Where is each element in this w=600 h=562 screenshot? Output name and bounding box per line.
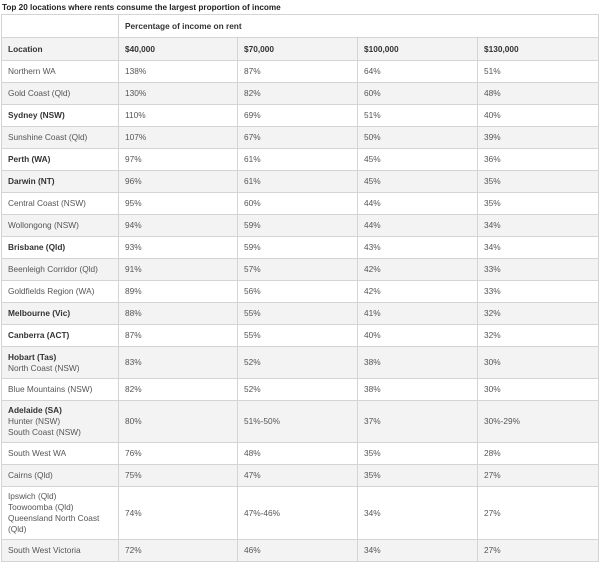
percentage-cell: 87%	[238, 61, 358, 83]
percentage-cell: 110%	[119, 105, 238, 127]
percentage-cell: 34%	[478, 215, 599, 237]
percentage-cell: 40%	[358, 325, 478, 347]
percentage-cell: 41%	[358, 303, 478, 325]
table-row	[2, 171, 599, 193]
percentage-cell: 52%	[238, 347, 358, 379]
percentage-cell: 51%	[478, 61, 599, 83]
location-name: Sydney (NSW)	[8, 110, 65, 120]
table-row	[2, 443, 599, 465]
percentage-cell: 67%	[238, 127, 358, 149]
percentage-cell: 87%	[119, 325, 238, 347]
location-name: South West Victoria	[8, 545, 81, 555]
percentage-cell: 45%	[358, 149, 478, 171]
percentage-cell: 44%	[358, 215, 478, 237]
location-name: Ipswich (Qld)	[8, 491, 57, 501]
location-cell	[2, 465, 119, 487]
table-row	[2, 401, 599, 443]
location-name: Cairns (Qld)	[8, 470, 53, 480]
table-row	[2, 347, 599, 379]
percentage-cell: 38%	[358, 379, 478, 401]
location-cell	[2, 487, 119, 540]
percentage-cell: 42%	[358, 259, 478, 281]
table-row	[2, 487, 599, 540]
percentage-cell: 38%	[358, 347, 478, 379]
percentage-cell: 27%	[478, 465, 599, 487]
location-cell	[2, 401, 119, 443]
percentage-cell: 35%	[478, 193, 599, 215]
table-row	[2, 325, 599, 347]
percentage-cell: 50%	[358, 127, 478, 149]
percentage-cell: 35%	[358, 465, 478, 487]
percentage-cell: 33%	[478, 259, 599, 281]
location-cell	[2, 303, 119, 325]
percentage-cell: 97%	[119, 149, 238, 171]
percentage-cell: 46%	[238, 540, 358, 562]
location-name: Wollongong (NSW)	[8, 220, 79, 230]
table-row	[2, 465, 599, 487]
column-header-40k: $40,000	[119, 38, 238, 61]
location-name: Gold Coast (Qld)	[8, 88, 71, 98]
location-cell	[2, 61, 119, 83]
percentage-cell: 39%	[478, 127, 599, 149]
percentage-cell: 30%	[478, 347, 599, 379]
percentage-cell: 94%	[119, 215, 238, 237]
location-name: South Coast (NSW)	[8, 427, 81, 437]
percentage-cell: 35%	[478, 171, 599, 193]
group-header: Percentage of income on rent	[119, 15, 599, 38]
rent-income-table	[1, 14, 599, 562]
percentage-cell: 34%	[478, 237, 599, 259]
percentage-cell: 42%	[358, 281, 478, 303]
percentage-cell: 59%	[238, 215, 358, 237]
table-row	[2, 105, 599, 127]
table-body	[2, 61, 599, 562]
column-header-130k: $130,000	[478, 38, 599, 61]
location-name: Perth (WA)	[8, 154, 51, 164]
table-row	[2, 379, 599, 401]
location-cell	[2, 105, 119, 127]
percentage-cell: 76%	[119, 443, 238, 465]
percentage-cell: 55%	[238, 303, 358, 325]
percentage-cell: 47%	[238, 465, 358, 487]
percentage-cell: 60%	[358, 83, 478, 105]
table-title: Top 20 locations where rents consume the largest proportion of income	[2, 3, 281, 12]
location-name: Goldfields Region (WA)	[8, 286, 95, 296]
percentage-cell: 36%	[478, 149, 599, 171]
percentage-cell: 69%	[238, 105, 358, 127]
percentage-cell: 51%-50%	[238, 401, 358, 443]
percentage-cell: 48%	[478, 83, 599, 105]
header-blank-cell	[2, 15, 119, 38]
percentage-cell: 82%	[238, 83, 358, 105]
table-row	[2, 259, 599, 281]
location-name: South West WA	[8, 448, 67, 458]
location-name: Brisbane (Qld)	[8, 242, 66, 252]
percentage-cell: 82%	[119, 379, 238, 401]
location-cell	[2, 325, 119, 347]
location-cell	[2, 171, 119, 193]
percentage-cell: 27%	[478, 487, 599, 540]
percentage-cell: 43%	[358, 237, 478, 259]
percentage-cell: 83%	[119, 347, 238, 379]
location-cell	[2, 149, 119, 171]
percentage-cell: 93%	[119, 237, 238, 259]
location-name: North Coast (NSW)	[8, 362, 80, 373]
percentage-cell: 40%	[478, 105, 599, 127]
percentage-cell: 44%	[358, 193, 478, 215]
percentage-cell: 61%	[238, 149, 358, 171]
percentage-cell: 48%	[238, 443, 358, 465]
location-name: Central Coast (NSW)	[8, 198, 86, 208]
location-name: Sunshine Coast (Qld)	[8, 132, 88, 142]
location-name: Beenleigh Corridor (Qld)	[8, 264, 98, 274]
percentage-cell: 57%	[238, 259, 358, 281]
percentage-cell: 89%	[119, 281, 238, 303]
table-row	[2, 281, 599, 303]
percentage-cell: 60%	[238, 193, 358, 215]
table-row	[2, 127, 599, 149]
location-name: Hunter (NSW)	[8, 416, 61, 426]
location-cell	[2, 215, 119, 237]
location-cell	[2, 237, 119, 259]
percentage-cell: 64%	[358, 61, 478, 83]
percentage-cell: 88%	[119, 303, 238, 325]
percentage-cell: 80%	[119, 401, 238, 443]
percentage-cell: 95%	[119, 193, 238, 215]
percentage-cell: 61%	[238, 171, 358, 193]
percentage-cell: 34%	[358, 487, 478, 540]
percentage-cell: 45%	[358, 171, 478, 193]
percentage-cell: 107%	[119, 127, 238, 149]
percentage-cell: 28%	[478, 443, 599, 465]
percentage-cell: 130%	[119, 83, 238, 105]
table-row	[2, 540, 599, 562]
percentage-cell: 27%	[478, 540, 599, 562]
percentage-cell: 30%-29%	[478, 401, 599, 443]
percentage-cell: 37%	[358, 401, 478, 443]
table-row	[2, 215, 599, 237]
location-name: Canberra (ACT)	[8, 330, 70, 340]
percentage-cell: 74%	[119, 487, 238, 540]
table-row	[2, 61, 599, 83]
location-name: Blue Mountains (NSW)	[8, 384, 93, 394]
percentage-cell: 75%	[119, 465, 238, 487]
percentage-cell: 35%	[358, 443, 478, 465]
location-cell	[2, 193, 119, 215]
location-name: Melbourne (Vic)	[8, 308, 71, 318]
percentage-cell: 47%-46%	[238, 487, 358, 540]
location-cell	[2, 281, 119, 303]
location-cell	[2, 347, 119, 379]
table-row	[2, 83, 599, 105]
location-cell	[2, 127, 119, 149]
percentage-cell: 52%	[238, 379, 358, 401]
table-row	[2, 149, 599, 171]
percentage-cell: 51%	[358, 105, 478, 127]
location-name: Darwin (NT)	[8, 176, 55, 186]
column-header-location: Location	[2, 38, 119, 61]
column-header-70k: $70,000	[238, 38, 358, 61]
location-name: Toowoomba (Qld)	[8, 502, 74, 512]
location-name: Queensland North Coast	[8, 513, 100, 523]
location-cell	[2, 540, 119, 562]
percentage-cell: 34%	[358, 540, 478, 562]
percentage-cell: 59%	[238, 237, 358, 259]
percentage-cell: 32%	[478, 303, 599, 325]
location-name: Adelaide (SA)	[8, 405, 62, 415]
percentage-cell: 72%	[119, 540, 238, 562]
location-name: (Qld)	[8, 524, 27, 534]
location-cell	[2, 83, 119, 105]
location-cell	[2, 379, 119, 401]
location-name: Northern WA	[8, 66, 56, 76]
percentage-cell: 56%	[238, 281, 358, 303]
table-row	[2, 193, 599, 215]
location-cell	[2, 259, 119, 281]
percentage-cell: 138%	[119, 61, 238, 83]
percentage-cell: 55%	[238, 325, 358, 347]
column-header-100k: $100,000	[358, 38, 478, 61]
table-row	[2, 237, 599, 259]
percentage-cell: 32%	[478, 325, 599, 347]
location-cell	[2, 443, 119, 465]
table-row	[2, 303, 599, 325]
percentage-cell: 91%	[119, 259, 238, 281]
location-name: Hobart (Tas)	[8, 351, 57, 362]
percentage-cell: 33%	[478, 281, 599, 303]
percentage-cell: 30%	[478, 379, 599, 401]
percentage-cell: 96%	[119, 171, 238, 193]
